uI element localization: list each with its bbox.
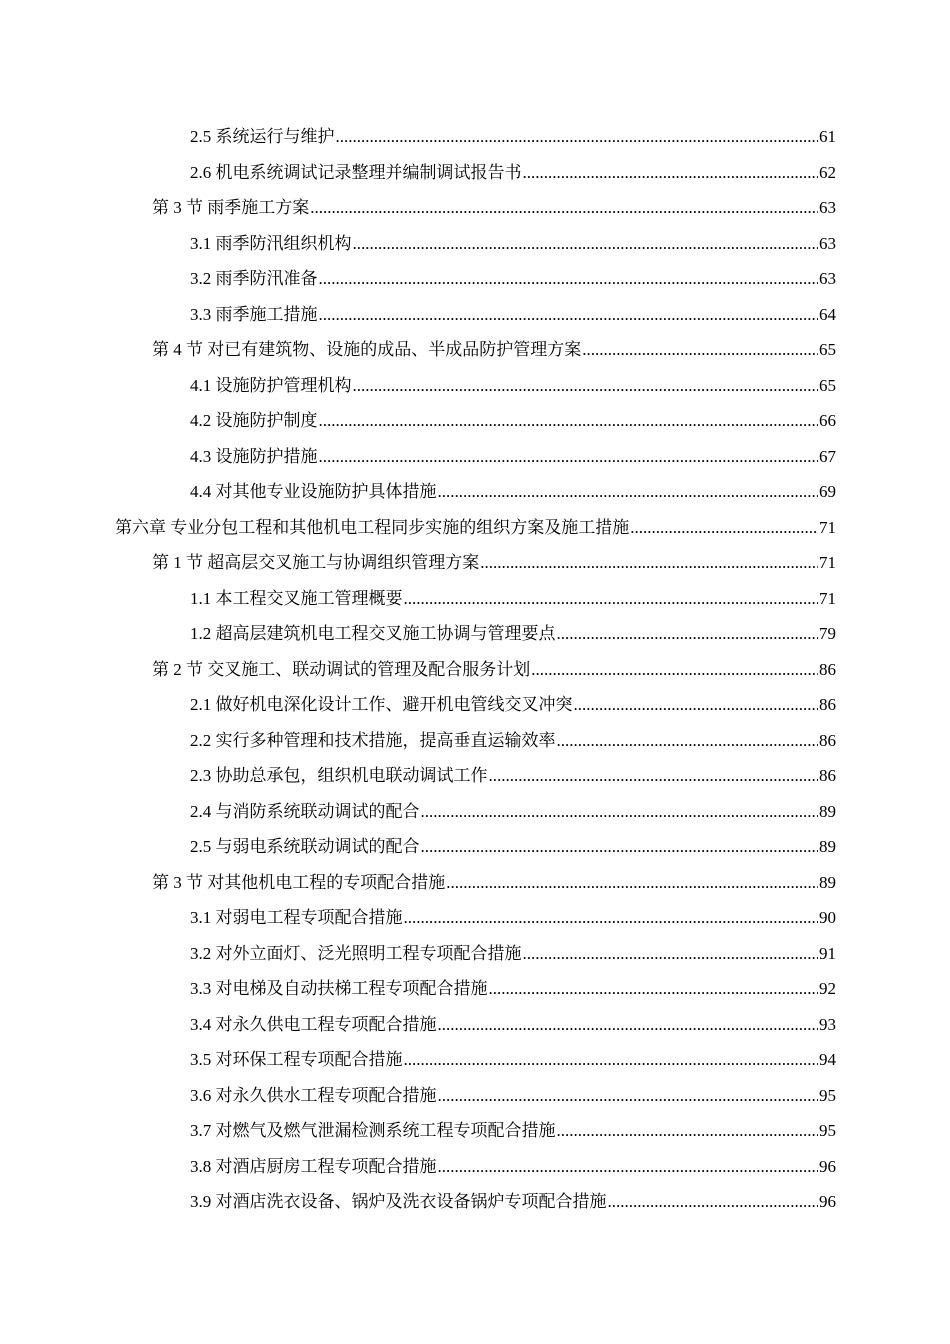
toc-entry-page-number: 86 <box>819 730 836 750</box>
toc-entry[interactable] <box>0 936 950 972</box>
toc-entry-page-number: 63 <box>819 233 836 253</box>
toc-entry[interactable] <box>0 119 950 155</box>
toc-leader-dots <box>523 155 819 191</box>
toc-entry[interactable] <box>0 616 950 652</box>
toc-entry-title: 第 3 节 雨季施工方案 <box>152 198 310 217</box>
toc-entry-page-number: 93 <box>819 1014 836 1034</box>
toc-entry-page-number: 95 <box>819 1085 836 1105</box>
toc-entry-page-number: 96 <box>819 1192 836 1211</box>
toc-entry-title: 3.7 对燃气及燃气泄漏检测系统工程专项配合措施 <box>190 1121 556 1140</box>
toc-entry-page-number: 65 <box>819 375 836 395</box>
toc-leader-dots <box>310 190 818 226</box>
toc-entry-page-number: 92 <box>819 979 836 998</box>
toc-entry-title: 4.4 对其他专业设施防护具体措施 <box>190 482 437 501</box>
toc-entry-page-number: 61 <box>819 127 836 146</box>
toc-leader-dots <box>319 403 819 439</box>
toc-entry[interactable] <box>0 971 950 1007</box>
toc-entry-title: 2.5 与弱电系统联动调试的配合 <box>190 837 420 856</box>
toc-entry[interactable] <box>0 403 950 439</box>
toc-leader-dots <box>489 971 819 1007</box>
toc-entry[interactable] <box>0 510 950 546</box>
toc-entry-title: 2.5 系统运行与维护 <box>190 127 335 146</box>
toc-entry-page-number: 63 <box>819 198 836 217</box>
toc-entry-page-number: 71 <box>819 588 836 608</box>
toc-entry-page-number: 94 <box>819 1050 836 1069</box>
toc-entry[interactable] <box>0 687 950 723</box>
toc-entry-page-number: 66 <box>819 411 836 430</box>
toc-entry-title: 3.6 对永久供水工程专项配合措施 <box>190 1085 437 1105</box>
toc-entry-page-number: 89 <box>819 872 836 892</box>
toc-entry[interactable] <box>0 190 950 226</box>
toc-entry[interactable] <box>0 1184 950 1220</box>
toc-entry[interactable] <box>0 900 950 936</box>
toc-entry[interactable] <box>0 758 950 794</box>
toc-entry[interactable] <box>0 1113 950 1149</box>
toc-entry[interactable] <box>0 368 950 404</box>
toc-entry[interactable] <box>0 1078 950 1114</box>
toc-entry-title: 第 1 节 超高层交叉施工与协调组织管理方案 <box>152 553 480 572</box>
toc-entry[interactable] <box>0 723 950 759</box>
toc-leader-dots <box>404 1042 819 1078</box>
toc-leader-dots <box>438 1078 819 1114</box>
toc-entry-page-number: 71 <box>819 517 836 537</box>
toc-entry-page-number: 90 <box>819 908 836 927</box>
toc-leader-dots <box>353 368 819 404</box>
toc-leader-dots <box>353 226 819 262</box>
toc-leader-dots <box>489 758 819 794</box>
toc-entry-title: 3.2 对外立面灯、泛光照明工程专项配合措施 <box>190 943 522 963</box>
toc-entry-page-number: 89 <box>819 837 836 856</box>
toc-leader-dots <box>438 1149 819 1185</box>
toc-entry-page-number: 64 <box>819 304 836 324</box>
toc-entry-page-number: 63 <box>819 269 836 288</box>
toc-leader-dots <box>630 510 818 546</box>
toc-leader-dots <box>557 616 819 652</box>
toc-leader-dots <box>582 332 818 368</box>
toc-leader-dots <box>319 439 819 475</box>
toc-leader-dots <box>446 865 818 901</box>
toc-entry-title: 2.1 做好机电深化设计工作、避开机电管线交叉冲突 <box>190 695 573 714</box>
toc-leader-dots <box>421 829 819 865</box>
toc-entry-page-number: 62 <box>819 162 836 182</box>
toc-entry-page-number: 86 <box>819 659 836 679</box>
toc-entry[interactable] <box>0 332 950 368</box>
toc-entry[interactable] <box>0 581 950 617</box>
toc-leader-dots <box>421 794 819 830</box>
toc-entry[interactable] <box>0 794 950 830</box>
toc-entry-title: 3.2 雨季防汛准备 <box>190 269 318 288</box>
toc-leader-dots <box>404 581 819 617</box>
toc-entry-title: 3.1 对弱电工程专项配合措施 <box>190 908 403 927</box>
toc-entry-title: 3.1 雨季防汛组织机构 <box>190 233 352 253</box>
toc-leader-dots <box>531 652 818 688</box>
toc-entry[interactable] <box>0 474 950 510</box>
toc-leader-dots <box>557 1113 819 1149</box>
toc-entry-page-number: 79 <box>819 624 836 643</box>
toc-entry-title: 3.8 对酒店厨房工程专项配合措施 <box>190 1156 437 1176</box>
toc-entry[interactable] <box>0 297 950 333</box>
table-of-contents <box>0 119 950 1220</box>
toc-entry-title: 2.2 实行多种管理和技术措施，提高垂直运输效率 <box>190 730 556 750</box>
toc-entry-title: 4.3 设施防护措施 <box>190 446 318 466</box>
toc-entry-title: 2.4 与消防系统联动调试的配合 <box>190 801 420 821</box>
toc-leader-dots <box>319 261 819 297</box>
toc-entry-title: 3.5 对环保工程专项配合措施 <box>190 1050 403 1069</box>
toc-leader-dots <box>336 119 819 155</box>
toc-entry-page-number: 86 <box>819 766 836 785</box>
toc-entry-page-number: 91 <box>819 943 836 963</box>
toc-entry-page-number: 65 <box>819 340 836 359</box>
toc-entry-title: 3.3 雨季施工措施 <box>190 304 318 324</box>
toc-entry-title: 第 3 节 对其他机电工程的专项配合措施 <box>152 872 446 892</box>
toc-entry[interactable] <box>0 829 950 865</box>
toc-entry[interactable] <box>0 1007 950 1043</box>
toc-entry-title: 第 4 节 对已有建筑物、设施的成品、半成品防护管理方案 <box>152 340 582 359</box>
toc-entry-title: 3.4 对永久供电工程专项配合措施 <box>190 1014 437 1034</box>
toc-entry-page-number: 69 <box>819 482 836 501</box>
toc-entry[interactable] <box>0 652 950 688</box>
toc-entry[interactable] <box>0 1149 950 1185</box>
toc-leader-dots <box>574 687 819 723</box>
toc-entry-title: 第六章 专业分包工程和其他机电工程同步实施的组织方案及施工措施 <box>115 517 630 537</box>
toc-leader-dots <box>480 545 818 581</box>
toc-entry[interactable] <box>0 261 950 297</box>
toc-leader-dots <box>438 1007 819 1043</box>
toc-entry[interactable] <box>0 155 950 191</box>
toc-entry-page-number: 71 <box>819 553 836 572</box>
toc-entry-title: 第 2 节 交叉施工、联动调试的管理及配合服务计划 <box>152 659 531 679</box>
toc-entry-title: 4.1 设施防护管理机构 <box>190 375 352 395</box>
toc-leader-dots <box>438 474 819 510</box>
toc-entry[interactable] <box>0 1042 950 1078</box>
toc-entry-page-number: 86 <box>819 695 836 714</box>
toc-entry-page-number: 67 <box>819 446 836 466</box>
toc-entry[interactable] <box>0 439 950 475</box>
toc-entry-title: 3.3 对电梯及自动扶梯工程专项配合措施 <box>190 979 488 998</box>
toc-leader-dots <box>557 723 819 759</box>
toc-leader-dots <box>608 1184 819 1220</box>
toc-leader-dots <box>404 900 819 936</box>
toc-leader-dots <box>523 936 819 972</box>
toc-entry-title: 4.2 设施防护制度 <box>190 411 318 430</box>
toc-entry-title: 2.6 机电系统调试记录整理并编制调试报告书 <box>190 162 522 182</box>
toc-entry-title: 1.1 本工程交叉施工管理概要 <box>190 588 403 608</box>
toc-leader-dots <box>319 297 819 333</box>
toc-entry-title: 2.3 协助总承包，组织机电联动调试工作 <box>190 766 488 785</box>
toc-entry[interactable] <box>0 865 950 901</box>
toc-entry-page-number: 89 <box>819 801 836 821</box>
toc-entry[interactable] <box>0 226 950 262</box>
toc-entry-title: 3.9 对酒店洗衣设备、锅炉及洗衣设备锅炉专项配合措施 <box>190 1192 607 1211</box>
toc-entry-title: 1.2 超高层建筑机电工程交叉施工协调与管理要点 <box>190 624 556 643</box>
toc-entry-page-number: 96 <box>819 1156 836 1176</box>
toc-entry-page-number: 95 <box>819 1121 836 1140</box>
toc-entry[interactable] <box>0 545 950 581</box>
